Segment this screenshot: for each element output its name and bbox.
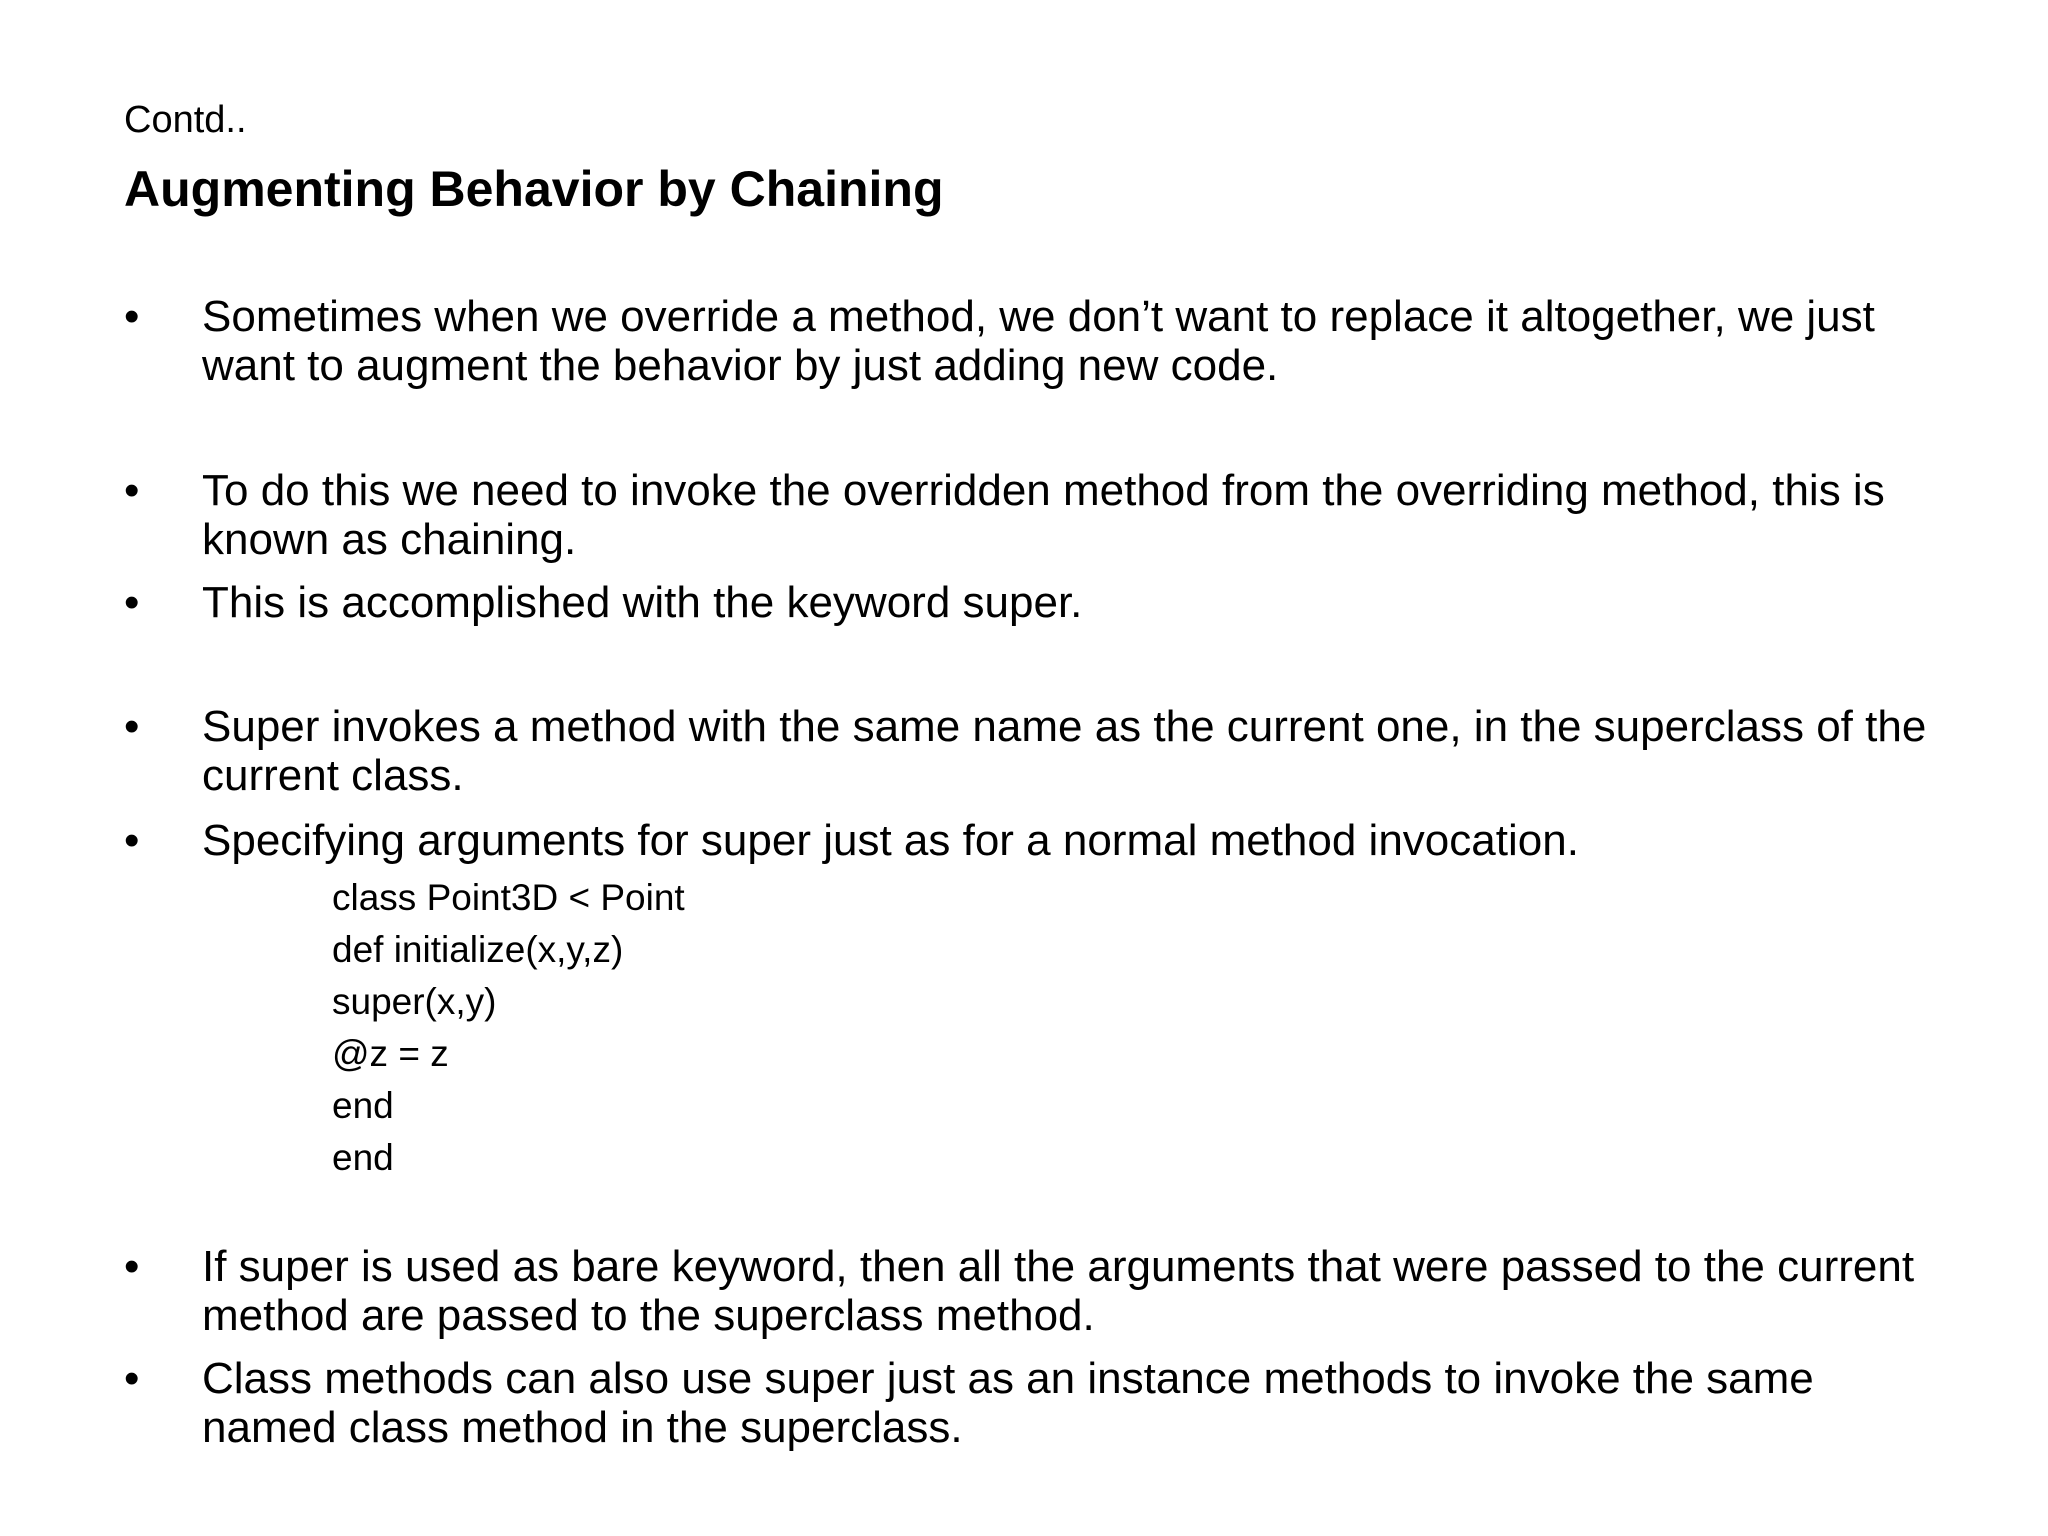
bullet-marker: • [124, 702, 140, 751]
code-block [332, 872, 685, 1184]
bullet-text: Class methods can also use super just as an instance methods to invoke the same named class method in the superclass. [202, 1354, 1814, 1452]
bullet-item [124, 816, 1954, 865]
bullet-item [124, 578, 1954, 627]
bullet-item [124, 1354, 1954, 1452]
contd-label: Contd.. [124, 99, 247, 141]
code-line: class Point3D < Point [332, 877, 685, 918]
bullet-marker: • [124, 1242, 140, 1291]
bullet-marker: • [124, 578, 140, 627]
bullet-text: This is accomplished with the keyword super. [202, 578, 1083, 627]
code-line: @z = z [332, 1033, 449, 1074]
code-line: super(x,y) [332, 981, 497, 1022]
bullet-marker: • [124, 292, 140, 341]
bullet-item [124, 1242, 1954, 1340]
bullet-text: Specifying arguments for super just as for a normal method invocation. [202, 816, 1579, 865]
bullet-text: If super is used as bare keyword, then all the arguments that were passed to the current method are passed to the superclass method. [202, 1242, 1915, 1340]
bullet-item [124, 702, 1954, 800]
bullet-marker: • [124, 466, 140, 515]
bullet-text: Super invokes a method with the same name as the current one, in the superclass of the current class. [202, 702, 1927, 800]
bullet-text: Sometimes when we override a method, we don’t want to replace it altogether, we just want to augment the behavior by just adding new code. [202, 292, 1875, 390]
code-line: end [332, 1137, 394, 1178]
code-line: end [332, 1085, 394, 1126]
bullet-marker: • [124, 816, 140, 865]
code-line: def initialize(x,y,z) [332, 929, 624, 970]
bullet-item [124, 292, 1954, 390]
bullet-marker: • [124, 1354, 140, 1403]
slide-title: Augmenting Behavior by Chaining [124, 161, 944, 217]
bullet-item [124, 466, 1954, 564]
bullet-text: To do this we need to invoke the overridden method from the overriding method, this is known as chaining. [202, 466, 1885, 564]
